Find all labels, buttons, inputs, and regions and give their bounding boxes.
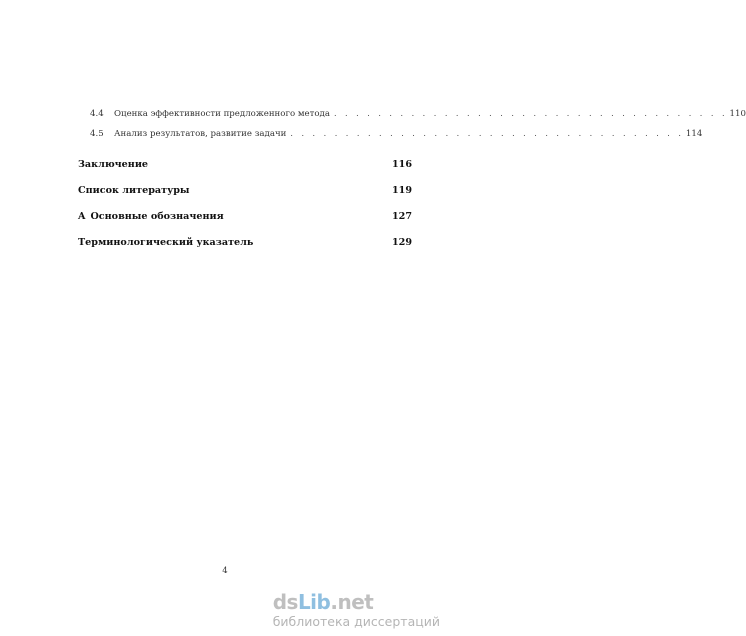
toc-subsection-4-4 <box>78 109 746 129</box>
logo-prefix: ds <box>272 590 298 614</box>
subsection-number: 4.4 <box>90 109 104 119</box>
watermark-logo <box>273 592 440 612</box>
table-of-contents <box>78 109 746 263</box>
subsection-page: 114 <box>685 129 703 139</box>
subsection-number: 4.5 <box>90 129 104 139</box>
leader-dots: . . . . . . . . . . . . . . . . . . . . . . . . . . . . . . . . . . . . <box>290 129 684 138</box>
chapter-page: 127 <box>391 211 412 222</box>
toc-subsection-4-5 <box>78 129 703 149</box>
toc-chapter-references <box>78 185 412 211</box>
page-number: 4 <box>222 566 228 576</box>
chapter-title: Список литературы <box>78 185 190 196</box>
subsection-page: 110 <box>729 109 746 119</box>
chapter-title: Основные обозначения <box>90 211 224 222</box>
toc-chapter-index <box>78 237 412 263</box>
chapter-title: Заключение <box>78 159 149 170</box>
subsection-title: Анализ результатов, развитие задачи <box>114 129 287 139</box>
chapter-page: 119 <box>391 185 412 196</box>
watermark <box>273 592 440 629</box>
chapter-page: 129 <box>391 237 412 248</box>
chapter-title: Терминологический указатель <box>78 237 254 248</box>
toc-chapter-conclusion <box>78 159 412 185</box>
chapter-title-wrapper <box>78 211 392 222</box>
appendix-letter: A <box>78 211 86 222</box>
logo-suffix: .net <box>330 590 374 614</box>
logo-lib: Lib <box>297 590 331 614</box>
leader-dots: . . . . . . . . . . . . . . . . . . . . . . . . . . . . . . . . . . . . <box>333 109 728 118</box>
subsection-title: Оценка эффективности предложенного метода <box>114 109 330 119</box>
chapter-page: 116 <box>391 159 412 170</box>
toc-chapter-appendix-a <box>78 211 412 237</box>
watermark-subtitle: библиотека диссертаций <box>272 614 440 629</box>
